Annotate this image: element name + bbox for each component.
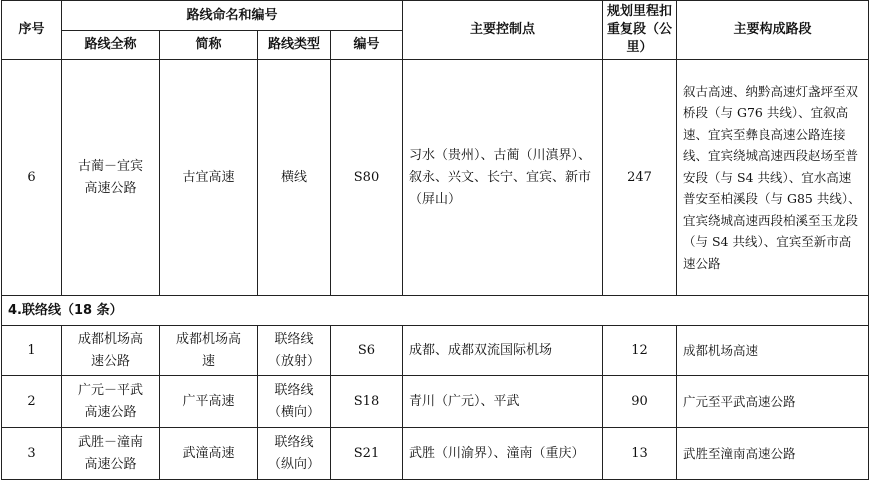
row-code: S21 (331, 428, 403, 480)
header-control-points: 主要控制点 (403, 1, 603, 60)
row-mileage: 90 (603, 376, 677, 428)
row-seq: 6 (2, 60, 62, 296)
row-seq: 1 (2, 326, 62, 376)
row-code: S80 (331, 60, 403, 296)
row-code: S18 (331, 376, 403, 428)
row-seq: 3 (2, 428, 62, 480)
row-control-points: 青川（广元）、平武 (403, 376, 603, 428)
row-route-type: 联络线（纵向） (258, 428, 331, 480)
row-short-name: 武潼高速 (160, 428, 258, 480)
row-mileage: 13 (603, 428, 677, 480)
highway-route-table (1, 0, 869, 480)
header-composition: 主要构成路段 (677, 1, 869, 60)
header-seq: 序号 (2, 1, 62, 60)
table-row (2, 428, 869, 480)
row-route-type: 联络线（放射） (258, 326, 331, 376)
header-mileage: 规划里程扣重复段（公里） (603, 1, 677, 60)
table-row (2, 60, 869, 296)
header-short-name: 简称 (160, 31, 258, 60)
row-control-points: 成都、成都双流国际机场 (403, 326, 603, 376)
row-short-name: 成都机场高速 (160, 326, 258, 376)
row-full-name: 广元－平武高速公路 (62, 376, 160, 428)
row-composition: 武胜至潼南高速公路 (677, 428, 869, 480)
row-composition: 成都机场高速 (677, 326, 869, 376)
row-code: S6 (331, 326, 403, 376)
section-title: 4.联络线（18 条） (2, 296, 869, 326)
row-control-points: 武胜（川渝界）、潼南（重庆） (403, 428, 603, 480)
row-mileage: 12 (603, 326, 677, 376)
row-composition: 叙古高速、纳黔高速灯盏坪至双桥段（与 G76 共线）、宜叙高速、宜宾至彝良高速公路连接线、宜宾绕城高速西段赵场至普安段（与 S4 共线）、宜水高速普安至柏溪段（与 G85 共线）、宜宾绕城高速西段柏溪至玉龙段（与 S4 共线）、宜宾至新市高速公路 (677, 60, 869, 296)
header-route-type: 路线类型 (258, 31, 331, 60)
row-full-name: 成都机场高速公路 (62, 326, 160, 376)
header-full-name: 路线全称 (62, 31, 160, 60)
row-route-type: 横线 (258, 60, 331, 296)
row-full-name: 武胜－潼南高速公路 (62, 428, 160, 480)
table-row (2, 376, 869, 428)
row-composition: 广元至平武高速公路 (677, 376, 869, 428)
row-route-type: 联络线（横向） (258, 376, 331, 428)
header-code: 编号 (331, 31, 403, 60)
row-full-name: 古蔺－宜宾高速公路 (62, 60, 160, 296)
row-short-name: 古宜高速 (160, 60, 258, 296)
header-route-group: 路线命名和编号 (62, 1, 403, 31)
table-row (2, 326, 869, 376)
row-seq: 2 (2, 376, 62, 428)
section-row (2, 296, 869, 326)
row-short-name: 广平高速 (160, 376, 258, 428)
row-control-points: 习水（贵州）、古蔺（川滇界）、叙永、兴文、长宁、宜宾、新市（屏山） (403, 60, 603, 296)
row-mileage: 247 (603, 60, 677, 296)
